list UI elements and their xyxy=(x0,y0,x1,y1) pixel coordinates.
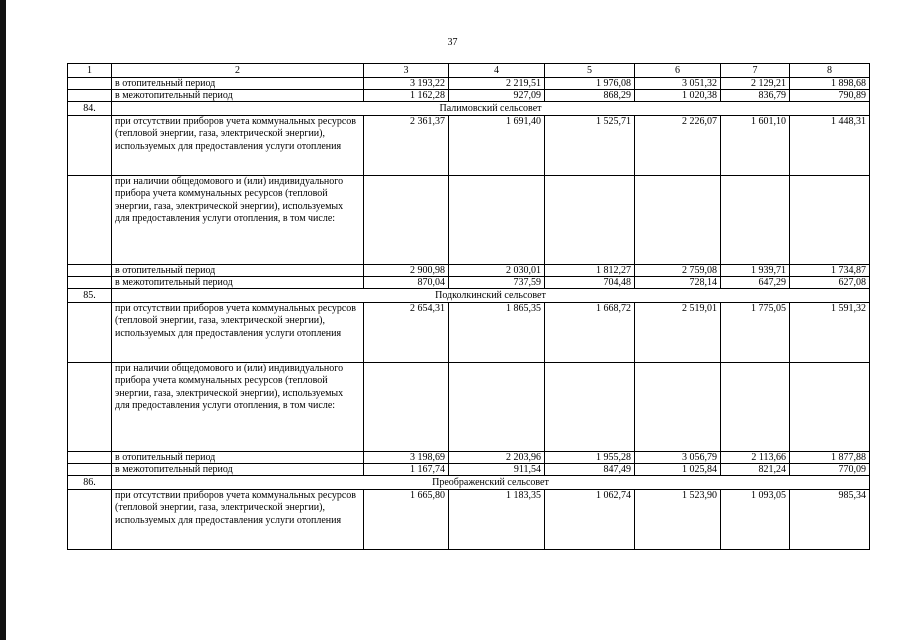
column-number: 1 xyxy=(68,64,112,78)
row-number xyxy=(68,452,112,464)
value-cell: 911,54 xyxy=(449,464,545,476)
column-number: 2 xyxy=(112,64,364,78)
value-cell: 1 691,40 xyxy=(449,116,545,176)
value-cell: 927,09 xyxy=(449,90,545,102)
value-cell: 1 167,74 xyxy=(364,464,449,476)
value-cell: 704,48 xyxy=(545,277,635,289)
table-body xyxy=(68,64,870,550)
table-row xyxy=(68,452,870,464)
value-cell: 3 056,79 xyxy=(635,452,721,464)
value-cell: 790,89 xyxy=(790,90,870,102)
value-cell: 737,59 xyxy=(449,277,545,289)
row-number xyxy=(68,303,112,363)
row-number xyxy=(68,277,112,289)
section-row xyxy=(68,476,870,490)
value-cell: 1 025,84 xyxy=(635,464,721,476)
column-number-row xyxy=(68,64,870,78)
row-number: 84. xyxy=(68,102,112,116)
column-number: 6 xyxy=(635,64,721,78)
value-cell: 3 051,32 xyxy=(635,78,721,90)
row-number xyxy=(68,490,112,550)
table-row xyxy=(68,277,870,289)
value-cell: 1 591,32 xyxy=(790,303,870,363)
value-cell: 1 898,68 xyxy=(790,78,870,90)
table-row xyxy=(68,265,870,277)
value-cell: 2 900,98 xyxy=(364,265,449,277)
table-row xyxy=(68,78,870,90)
value-cell: 836,79 xyxy=(721,90,790,102)
value-cell xyxy=(790,176,870,265)
value-cell xyxy=(364,176,449,265)
value-cell: 847,49 xyxy=(545,464,635,476)
column-number: 8 xyxy=(790,64,870,78)
table-row xyxy=(68,90,870,102)
value-cell xyxy=(635,363,721,452)
value-cell: 1 523,90 xyxy=(635,490,721,550)
value-cell: 2 030,01 xyxy=(449,265,545,277)
row-label: в межотопительный период xyxy=(112,90,364,102)
value-cell: 1 448,31 xyxy=(790,116,870,176)
value-cell: 2 113,66 xyxy=(721,452,790,464)
table-row xyxy=(68,490,870,550)
value-cell: 1 939,71 xyxy=(721,265,790,277)
value-cell: 3 193,22 xyxy=(364,78,449,90)
table-row xyxy=(68,363,870,452)
tariff-table xyxy=(67,63,870,550)
column-number: 3 xyxy=(364,64,449,78)
value-cell: 821,24 xyxy=(721,464,790,476)
section-row xyxy=(68,289,870,303)
value-cell: 2 129,21 xyxy=(721,78,790,90)
value-cell: 728,14 xyxy=(635,277,721,289)
table-row xyxy=(68,116,870,176)
value-cell xyxy=(449,363,545,452)
value-cell: 2 219,51 xyxy=(449,78,545,90)
row-number xyxy=(68,176,112,265)
value-cell: 1 865,35 xyxy=(449,303,545,363)
value-cell: 1 062,74 xyxy=(545,490,635,550)
value-cell: 2 654,31 xyxy=(364,303,449,363)
value-cell: 2 226,07 xyxy=(635,116,721,176)
row-label: в отопительный период xyxy=(112,265,364,277)
value-cell: 1 183,35 xyxy=(449,490,545,550)
value-cell: 2 203,96 xyxy=(449,452,545,464)
table-row xyxy=(68,464,870,476)
row-number xyxy=(68,265,112,277)
row-label: в межотопительный период xyxy=(112,464,364,476)
value-cell xyxy=(721,176,790,265)
row-number xyxy=(68,78,112,90)
row-number xyxy=(68,363,112,452)
section-title: Подколкинский сельсовет xyxy=(112,289,870,303)
row-number xyxy=(68,116,112,176)
value-cell: 868,29 xyxy=(545,90,635,102)
value-cell: 2 519,01 xyxy=(635,303,721,363)
value-cell: 1 162,28 xyxy=(364,90,449,102)
table-row xyxy=(68,303,870,363)
row-label: в отопительный период xyxy=(112,78,364,90)
value-cell: 2 361,37 xyxy=(364,116,449,176)
row-number xyxy=(68,464,112,476)
value-cell: 870,04 xyxy=(364,277,449,289)
value-cell xyxy=(449,176,545,265)
value-cell: 1 601,10 xyxy=(721,116,790,176)
row-number: 86. xyxy=(68,476,112,490)
column-number: 5 xyxy=(545,64,635,78)
section-row xyxy=(68,102,870,116)
value-cell: 1 665,80 xyxy=(364,490,449,550)
value-cell xyxy=(545,176,635,265)
value-cell: 1 775,05 xyxy=(721,303,790,363)
value-cell: 985,34 xyxy=(790,490,870,550)
value-cell: 3 198,69 xyxy=(364,452,449,464)
row-label: при отсутствии приборов учета коммунальных ресурсов (тепловой энергии, газа, электрической энергии), используемых для предоставления услуги отопления xyxy=(112,490,364,550)
row-number xyxy=(68,90,112,102)
value-cell: 1 877,88 xyxy=(790,452,870,464)
value-cell xyxy=(790,363,870,452)
section-title: Преображенский сельсовет xyxy=(112,476,870,490)
column-number: 7 xyxy=(721,64,790,78)
value-cell xyxy=(364,363,449,452)
row-number: 85. xyxy=(68,289,112,303)
value-cell: 1 525,71 xyxy=(545,116,635,176)
row-label: при наличии общедомового и (или) индивидуального прибора учета коммунальных ресурсов (тепловой энергии, газа, электрической энергии), используемых для предоставления услуги отопления, в том числе: xyxy=(112,363,364,452)
value-cell xyxy=(721,363,790,452)
value-cell: 1 093,05 xyxy=(721,490,790,550)
value-cell xyxy=(635,176,721,265)
page-number: 37 xyxy=(447,37,458,48)
value-cell: 647,29 xyxy=(721,277,790,289)
row-label: при наличии общедомового и (или) индивидуального прибора учета коммунальных ресурсов (тепловой энергии, газа, электрической энергии), используемых для предоставления услуги отопления, в том числе: xyxy=(112,176,364,265)
value-cell: 1 955,28 xyxy=(545,452,635,464)
value-cell: 1 668,72 xyxy=(545,303,635,363)
row-label: при отсутствии приборов учета коммунальных ресурсов (тепловой энергии, газа, электрической энергии), используемых для предоставления услуги отопления xyxy=(112,116,364,176)
value-cell: 1 812,27 xyxy=(545,265,635,277)
row-label: в межотопительный период xyxy=(112,277,364,289)
value-cell xyxy=(545,363,635,452)
column-number: 4 xyxy=(449,64,545,78)
value-cell: 2 759,08 xyxy=(635,265,721,277)
value-cell: 770,09 xyxy=(790,464,870,476)
value-cell: 1 734,87 xyxy=(790,265,870,277)
value-cell: 627,08 xyxy=(790,277,870,289)
section-title: Палимовский сельсовет xyxy=(112,102,870,116)
value-cell: 1 976,08 xyxy=(545,78,635,90)
value-cell: 1 020,38 xyxy=(635,90,721,102)
scan-border xyxy=(0,0,6,640)
row-label: при отсутствии приборов учета коммунальных ресурсов (тепловой энергии, газа, электрической энергии), используемых для предоставления услуги отопления xyxy=(112,303,364,363)
row-label: в отопительный период xyxy=(112,452,364,464)
table-row xyxy=(68,176,870,265)
